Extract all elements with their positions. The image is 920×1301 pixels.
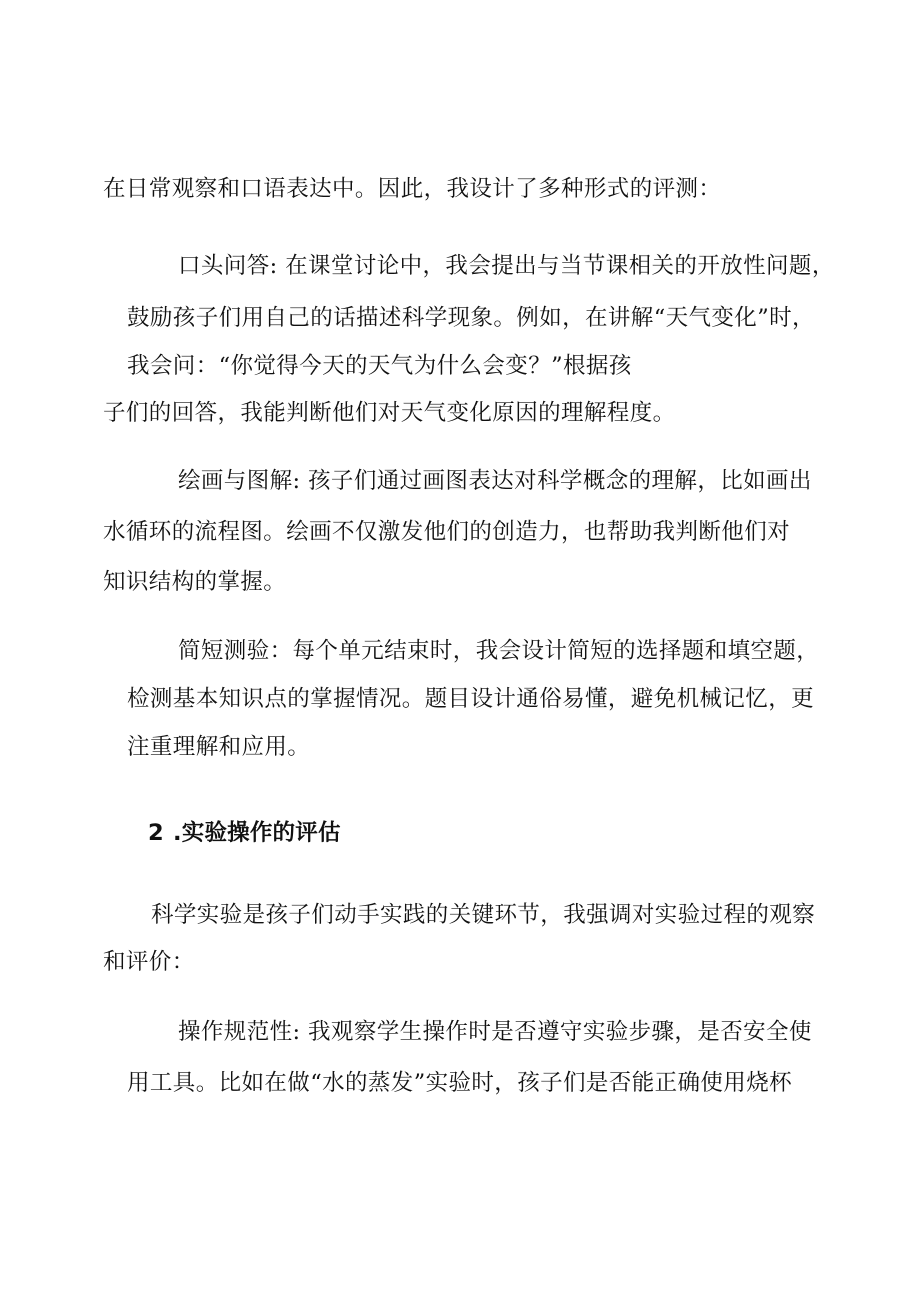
paragraph-line: 检测基本知识点的掌握情况。题目设计通俗易懂，避免机械记忆，更: [127, 686, 815, 712]
paragraph-line: 绘画与图解: 孩子们通过画图表达对科学概念的理解，比如画出: [178, 468, 812, 494]
paragraph-line: 我会问：“你觉得今天的天气为什么会变？”根据孩: [127, 353, 632, 379]
paragraph-line: 鼓励孩子们用自己的话描述科学现象。例如，在讲解“天气变化”时，: [127, 305, 815, 331]
paragraph-line: 操作规范性: 我观察学生操作时是否遵守实验步骤，是否安全使: [178, 1019, 812, 1045]
intro-paragraph-line: 在日常观察和口语表达中。因此，我设计了多种形式的评测：: [103, 176, 722, 202]
paragraph-line: 子们的回答，我能判断他们对天气变化原因的理解程度。: [103, 400, 676, 426]
paragraph-line: 科学实验是孩子们动手实践的关键环节，我强调对实验过程的观察: [151, 902, 816, 928]
paragraph-line: 注重理解和应用。: [127, 734, 311, 760]
section-number: 2: [148, 820, 164, 846]
paragraph-line: 水循环的流程图。绘画不仅激发他们的创造力，也帮助我判断他们对: [103, 519, 791, 545]
paragraph-line: 口头问答: 在课堂讨论中，我会提出与当节课相关的开放性问题，: [178, 253, 835, 279]
section-title: .实验操作的评估: [173, 820, 341, 846]
paragraph-line: 用工具。比如在做“水的蒸发”实验时，孩子们是否能正确使用烧杯: [127, 1070, 793, 1096]
paragraph-line: 和评价：: [103, 949, 195, 975]
paragraph-line: 简短测验：每个单元结束时，我会设计简短的选择题和填空题，: [178, 638, 820, 664]
paragraph-line: 知识结构的掌握。: [103, 569, 287, 595]
